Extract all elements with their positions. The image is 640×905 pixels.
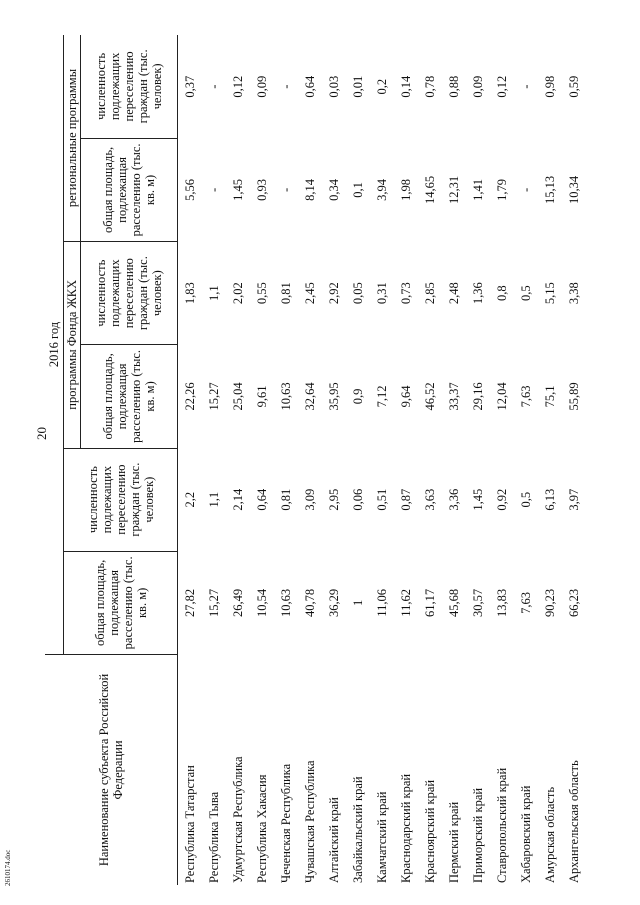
table-cell-value: 0,01 [351,75,365,98]
table-cell-value: 8,14 [303,179,317,201]
table-cell-value: 0,81 [279,488,293,511]
table-cell-value: 1,45 [471,488,485,511]
region-name: Удмуртская Республика [231,756,245,883]
table-cell-value: 1,41 [471,179,485,201]
table-cell-value: 2,95 [327,488,341,511]
table-cell-value: 0,34 [327,179,341,201]
region-name: Чувашская Республика [303,760,317,883]
region-name: Республика Тыва [207,791,221,883]
table-row [298,35,322,885]
table-cell-value: 0,2 [375,78,389,95]
table-cell-value: 0,51 [375,488,389,511]
table-row [490,35,514,885]
table-cell-value: 0,73 [399,282,413,305]
table-cell-value: 0,87 [399,488,413,511]
table-cell-value: 66,23 [567,588,581,617]
table-cell-value: - [207,84,221,89]
table-cell-value: 3,09 [303,488,317,511]
header-regional-programs: региональные программы [64,35,81,242]
table-cell-value: 0,55 [255,282,269,305]
table-cell-value: 15,13 [543,175,557,204]
table-row [178,35,203,885]
table-row [442,35,466,885]
table-cell-value: 0,98 [543,75,557,98]
table-cell-value: 30,57 [471,588,485,617]
table-cell-value: 14,65 [423,175,437,204]
table-cell-value: 10,34 [567,175,581,204]
region-name: Архангельская область [567,760,581,883]
table-cell-value: 90,23 [543,588,557,617]
table-cell-value: 7,63 [519,591,533,614]
table-cell-value: 36,29 [327,588,341,617]
table-cell-value: 2,92 [327,282,341,305]
table-cell-value: 7,12 [375,385,389,408]
table-cell-value: 9,64 [399,385,413,408]
table-cell-value: 75,1 [543,385,557,408]
table-cell-value: 33,37 [447,382,461,411]
region-name: Забайкальский край [351,776,365,883]
table-cell-value: 13,83 [495,588,509,617]
table-cell-value: 2,2 [183,491,197,508]
table-cell-value: 5,56 [183,179,197,201]
table-cell-value: 29,16 [471,382,485,411]
table-cell-value: 0,81 [279,282,293,305]
table-cell-value: 2,85 [423,282,437,305]
table-row [562,35,586,885]
table-cell-value: 46,52 [423,382,437,411]
table-cell-value: 3,63 [423,488,437,511]
table-cell-value: 1,98 [399,179,413,201]
region-name: Чеченская Республика [279,763,293,883]
rotated-table-sheet [45,35,620,885]
table-row [514,35,538,885]
region-name: Краснодарский край [399,773,413,883]
table-cell-value: 9,61 [255,385,269,408]
table-cell-value: 3,94 [375,179,389,201]
table-cell-value: 25,04 [231,382,245,411]
table-cell-value: 0,8 [495,285,509,301]
table-cell-value: 0,37 [183,75,197,98]
table-cell-value: 3,38 [567,282,581,305]
table-cell-value: - [279,84,293,89]
table-cell-value: 1,45 [231,179,245,201]
table-cell-value: 1,1 [207,285,221,301]
table-cell-value: - [519,84,533,89]
table-row [466,35,490,885]
region-name: Красноярский край [423,779,437,883]
table-cell-value: 0,78 [423,75,437,98]
region-name: Амурская область [543,786,557,883]
table-cell-value: 0,5 [519,491,533,508]
table-cell-value: - [519,187,533,193]
table-row [202,35,226,885]
table-cell-value: 10,63 [279,382,293,411]
table-cell-value: 2,14 [231,488,245,511]
table-cell-value: 0,05 [351,282,365,305]
table-cell-value: 27,82 [183,588,197,617]
region-name: Республика Хакасия [255,774,269,883]
table-cell-value: 32,64 [303,382,317,411]
table-cell-value: 1,1 [207,491,221,508]
table-cell-value: 11,06 [375,589,389,617]
table-cell-value: 0,1 [351,182,365,198]
table-cell-value: 15,27 [207,588,221,617]
table-cell-value: 26,49 [231,588,245,617]
table-cell-value: - [279,187,293,193]
table-cell-value: 2,48 [447,282,461,305]
table-cell-value: 15,27 [207,382,221,411]
header-year: 2016 год [45,35,64,654]
table-cell-value: 1,79 [495,179,509,201]
region-name: Хабаровский край [519,785,533,883]
header-total-area: общая площадь, подлежащая расселению (тыс. кв. м) [64,551,178,654]
table-cell-value: 12,31 [447,175,461,204]
table-cell-value: 1,83 [183,282,197,305]
table-cell-value: 0,5 [519,285,533,301]
table-cell-value: 11,62 [399,589,413,617]
region-name: Камчатский край [375,791,389,883]
region-name: Республика Татарстан [183,765,197,883]
table-cell-value: 0,12 [495,75,509,98]
table-row [250,35,274,885]
header-fund-people: численность подлежащих переселению граждан (тыс. человек) [81,242,178,345]
table-cell-value: 0,92 [495,488,509,511]
table-cell-value: 45,68 [447,588,461,617]
table-row [274,35,298,885]
header-fund-area: общая площадь, подлежащая расселению (тыс. кв. м) [81,345,178,448]
table-cell-value: 22,26 [183,382,197,411]
header-fund-programs: программы Фонда ЖКХ [64,242,81,448]
header-regional-area: общая площадь, подлежащая расселению (тыс. кв. м) [81,138,178,241]
table-cell-value: 0,09 [471,75,485,98]
table-cell-value: - [207,187,221,193]
region-name: Алтайский край [327,797,341,883]
table-cell-value: 0,9 [351,388,365,405]
table-row [394,35,418,885]
header-regional-people: численность подлежащих переселению граждан (тыс. человек) [81,35,178,138]
table-cell-value: 0,09 [255,75,269,98]
table-row [370,35,394,885]
document-file-code: 2610174.doc [4,849,12,886]
table-row [538,35,562,885]
table-cell-value: 0,93 [255,179,269,201]
table-cell-value: 61,17 [423,588,437,617]
header-total-people: численность подлежащих переселению граждан (тыс. человек) [64,448,178,551]
table-cell-value: 55,89 [567,382,581,411]
table-cell-value: 3,36 [447,488,461,511]
table-cell-value: 0,64 [255,488,269,511]
table-body [178,35,587,885]
table-cell-value: 0,14 [399,75,413,98]
table-cell-value: 12,04 [495,382,509,411]
table-cell-value: 10,54 [255,588,269,617]
table-cell-value: 40,78 [303,588,317,617]
resettlement-table [45,35,586,885]
table-cell-value: 1,36 [471,282,485,305]
table-cell-value: 0,06 [351,488,365,511]
table-cell-value: 7,63 [519,385,533,408]
table-cell-value: 5,15 [543,282,557,305]
table-cell-value: 3,97 [567,488,581,511]
table-cell-value: 0,12 [231,75,245,98]
table-cell-value: 0,59 [567,75,581,98]
table-cell-value: 0,88 [447,75,461,98]
table-row [346,35,370,885]
table-cell-value: 2,02 [231,282,245,305]
table-cell-value: 10,63 [279,588,293,617]
region-name: Приморский край [471,787,485,883]
table-cell-value: 0,31 [375,282,389,305]
region-name: Пермский край [447,801,461,883]
table-cell-value: 2,45 [303,282,317,305]
table-cell-value: 0,03 [327,75,341,98]
table-row [226,35,250,885]
header-subject: Наименование субъекта Российской Федерации [45,654,178,885]
table-cell-value: 1 [351,599,365,606]
page-number: 20 [34,427,49,440]
table-row [418,35,442,885]
table-row [322,35,346,885]
region-name: Ставропольский край [495,767,509,883]
table-cell-value: 0,64 [303,75,317,98]
table-cell-value: 35,95 [327,382,341,411]
table-cell-value: 6,13 [543,488,557,511]
